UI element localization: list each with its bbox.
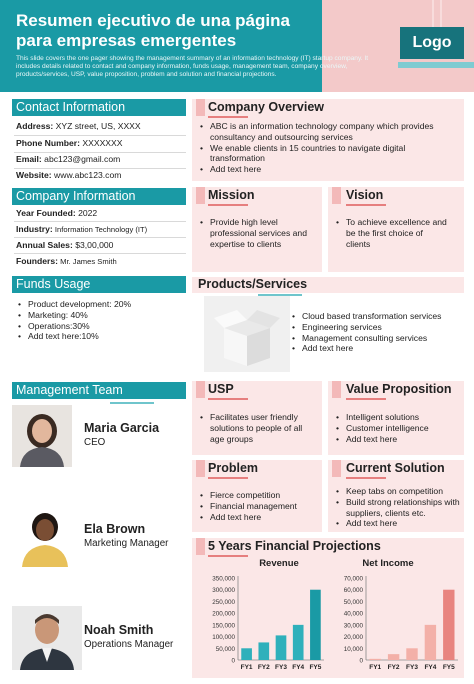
list-item: • Customer intelligence [336, 423, 460, 434]
avatar [12, 405, 72, 467]
team-member-role: Operations Manager [84, 639, 174, 650]
company-founders: Founders: Mr. James Smith [16, 256, 117, 266]
accent-line [346, 204, 386, 206]
divider [14, 237, 186, 238]
y-tick-label: 50,000 [215, 645, 235, 653]
list-item: • Operations:30% [18, 321, 186, 332]
list-item: • Add text here [200, 164, 436, 175]
section-tab [332, 460, 341, 477]
bar-fy2 [258, 642, 269, 660]
bar-fy4 [293, 625, 304, 660]
list-item: • Provide high level professional services and expertise to clients [200, 217, 320, 249]
divider [14, 135, 186, 136]
list-item: • Add text here:10% [18, 331, 186, 342]
bar-fy1 [241, 648, 252, 660]
list-item: • Add text here [336, 518, 464, 529]
x-tick-label: FY3 [406, 664, 418, 671]
accent-line [346, 477, 386, 479]
accent-line [208, 555, 248, 557]
list-item: • Financial management [200, 501, 318, 512]
list-item: • Product development: 20% [18, 299, 186, 310]
management-team-heading: Management Team [12, 382, 186, 399]
x-tick-label: FY2 [257, 664, 270, 671]
current-solution-heading: Current Solution [346, 461, 445, 475]
vision-list [336, 217, 448, 249]
list-item: • Add text here [336, 434, 460, 445]
accent-line [208, 116, 248, 118]
funds-usage-heading: Funds Usage [12, 276, 186, 293]
bar-fy3 [276, 635, 287, 660]
products-heading: Products/Services [198, 277, 308, 291]
header-decoration [440, 0, 442, 30]
list-item: • Fierce competition [200, 490, 318, 501]
financial-projections-heading: 5 Years Financial Projections [208, 539, 381, 553]
x-tick-label: FY3 [275, 664, 287, 671]
y-tick-label: 30,000 [343, 622, 363, 630]
y-tick-label: 100,000 [212, 634, 235, 642]
team-member-name: Noah Smith [84, 623, 154, 637]
bar-fy5 [310, 590, 321, 660]
x-tick-label: FY5 [309, 664, 322, 671]
section-tab [196, 381, 205, 398]
company-overview-list [200, 121, 436, 175]
y-tick-label: 0 [359, 657, 363, 665]
page-description: This slide covers the one pager showing the management summary of an information technology (IT) startup company. It includes details related to contact and company information, funds usage, management team, company overview, products/services, USP, value proposition, problem and solution and financial projections. [16, 55, 369, 79]
section-tab [196, 99, 205, 116]
y-tick-label: 70,000 [343, 575, 363, 583]
x-tick-label: FY5 [442, 664, 455, 671]
list-item: • Keep tabs on competition [336, 486, 464, 497]
y-tick-label: 20,000 [343, 634, 363, 642]
list-item: • Engineering services [292, 322, 464, 333]
funds-usage-list [18, 299, 186, 342]
y-tick-label: 250,000 [212, 598, 235, 606]
section-tab [332, 381, 341, 398]
y-tick-label: 40,000 [343, 610, 363, 618]
bar-fy5 [443, 590, 454, 660]
company-year-founded: Year Founded: 2022 [16, 208, 98, 218]
avatar [12, 507, 78, 567]
list-item: • Build strong relationships with suppliers, clients etc. [336, 497, 464, 519]
value-proposition-list [336, 412, 460, 444]
y-tick-label: 10,000 [343, 645, 363, 653]
divider [14, 253, 186, 254]
list-item: • Intelligent solutions [336, 412, 460, 423]
contact-phone: Phone Number: XXXXXXX [16, 138, 123, 148]
section-tab [196, 460, 205, 477]
bar-fy1 [369, 659, 380, 660]
y-tick-label: 60,000 [343, 587, 363, 595]
y-tick-label: 50,000 [343, 598, 363, 606]
divider [14, 221, 186, 222]
product-box-image [204, 296, 290, 372]
accent-line [208, 477, 248, 479]
x-tick-label: FY4 [424, 664, 437, 671]
revenue-bar-chart [196, 570, 330, 676]
y-tick-label: 150,000 [212, 622, 235, 630]
problem-heading: Problem [208, 461, 259, 475]
contact-address: Address: XYZ street, US, XXXX [16, 121, 141, 131]
list-item: • Add text here [292, 343, 464, 354]
page-title: Resumen ejecutivo de una página para empresas emergentes [16, 11, 290, 50]
chart-title: Net Income [362, 558, 414, 569]
company-annual-sales: Annual Sales: $3,00,000 [16, 240, 114, 250]
x-tick-label: FY2 [387, 664, 400, 671]
bar-fy4 [425, 625, 436, 660]
avatar [12, 606, 82, 670]
company-overview-heading: Company Overview [208, 100, 325, 114]
contact-website: Website: www.abc123.com [16, 170, 122, 180]
problem-list [200, 490, 318, 522]
bar-fy3 [406, 648, 417, 660]
y-tick-label: 0 [231, 657, 235, 665]
current-solution-list [336, 486, 464, 529]
list-item: • Marketing: 40% [18, 310, 186, 321]
value-proposition-heading: Value Proposition [346, 382, 452, 396]
section-tab [196, 187, 205, 204]
usp-list [200, 412, 318, 444]
team-member-name: Ela Brown [84, 522, 146, 536]
header-decoration [432, 0, 434, 30]
list-item: • Cloud based transformation services [292, 311, 464, 322]
team-member-role: Marketing Manager [84, 538, 169, 549]
logo: Logo [400, 27, 464, 59]
divider [14, 168, 186, 169]
section-tab [332, 187, 341, 204]
chart-title: Revenue [259, 558, 299, 569]
mission-heading: Mission [208, 188, 255, 202]
y-tick-label: 350,000 [212, 575, 235, 583]
mission-list [200, 217, 320, 249]
list-item: • Add text here [200, 512, 318, 523]
header-banner [0, 0, 474, 92]
net-income-bar-chart [330, 570, 464, 676]
list-item: • Management consulting services [292, 333, 464, 344]
usp-heading: USP [208, 382, 234, 396]
logo-underline [398, 62, 474, 68]
list-item: • To achieve excellence and be the first choice of clients [336, 217, 448, 249]
bar-fy2 [388, 654, 399, 660]
x-tick-label: FY1 [240, 664, 253, 671]
products-list [292, 311, 464, 354]
team-member-role: CEO [84, 437, 106, 448]
section-tab [196, 538, 205, 555]
y-tick-label: 200,000 [212, 610, 235, 618]
x-tick-label: FY4 [292, 664, 305, 671]
company-info-heading: Company Information [12, 188, 186, 205]
accent-line [346, 398, 386, 400]
list-item: • We enable clients in 15 countries to navigate digital transformation [200, 143, 436, 165]
team-member-name: Maria Garcia [84, 421, 160, 435]
list-item: • Facilitates user friendly solutions to people of all age groups [200, 412, 318, 444]
y-tick-label: 300,000 [212, 587, 235, 595]
company-industry: Industry: Information Technology (IT) [16, 224, 148, 234]
x-tick-label: FY1 [369, 664, 382, 671]
accent-line [208, 204, 248, 206]
accent-line [208, 398, 248, 400]
contact-email: Email: abc123@gmail.com [16, 154, 121, 164]
divider [14, 152, 186, 153]
accent-line [110, 402, 154, 404]
list-item: • ABC is an information technology company which provides consultancy and outsourcing services [200, 121, 436, 143]
contact-info-heading: Contact Information [12, 99, 186, 116]
vision-heading: Vision [346, 188, 384, 202]
